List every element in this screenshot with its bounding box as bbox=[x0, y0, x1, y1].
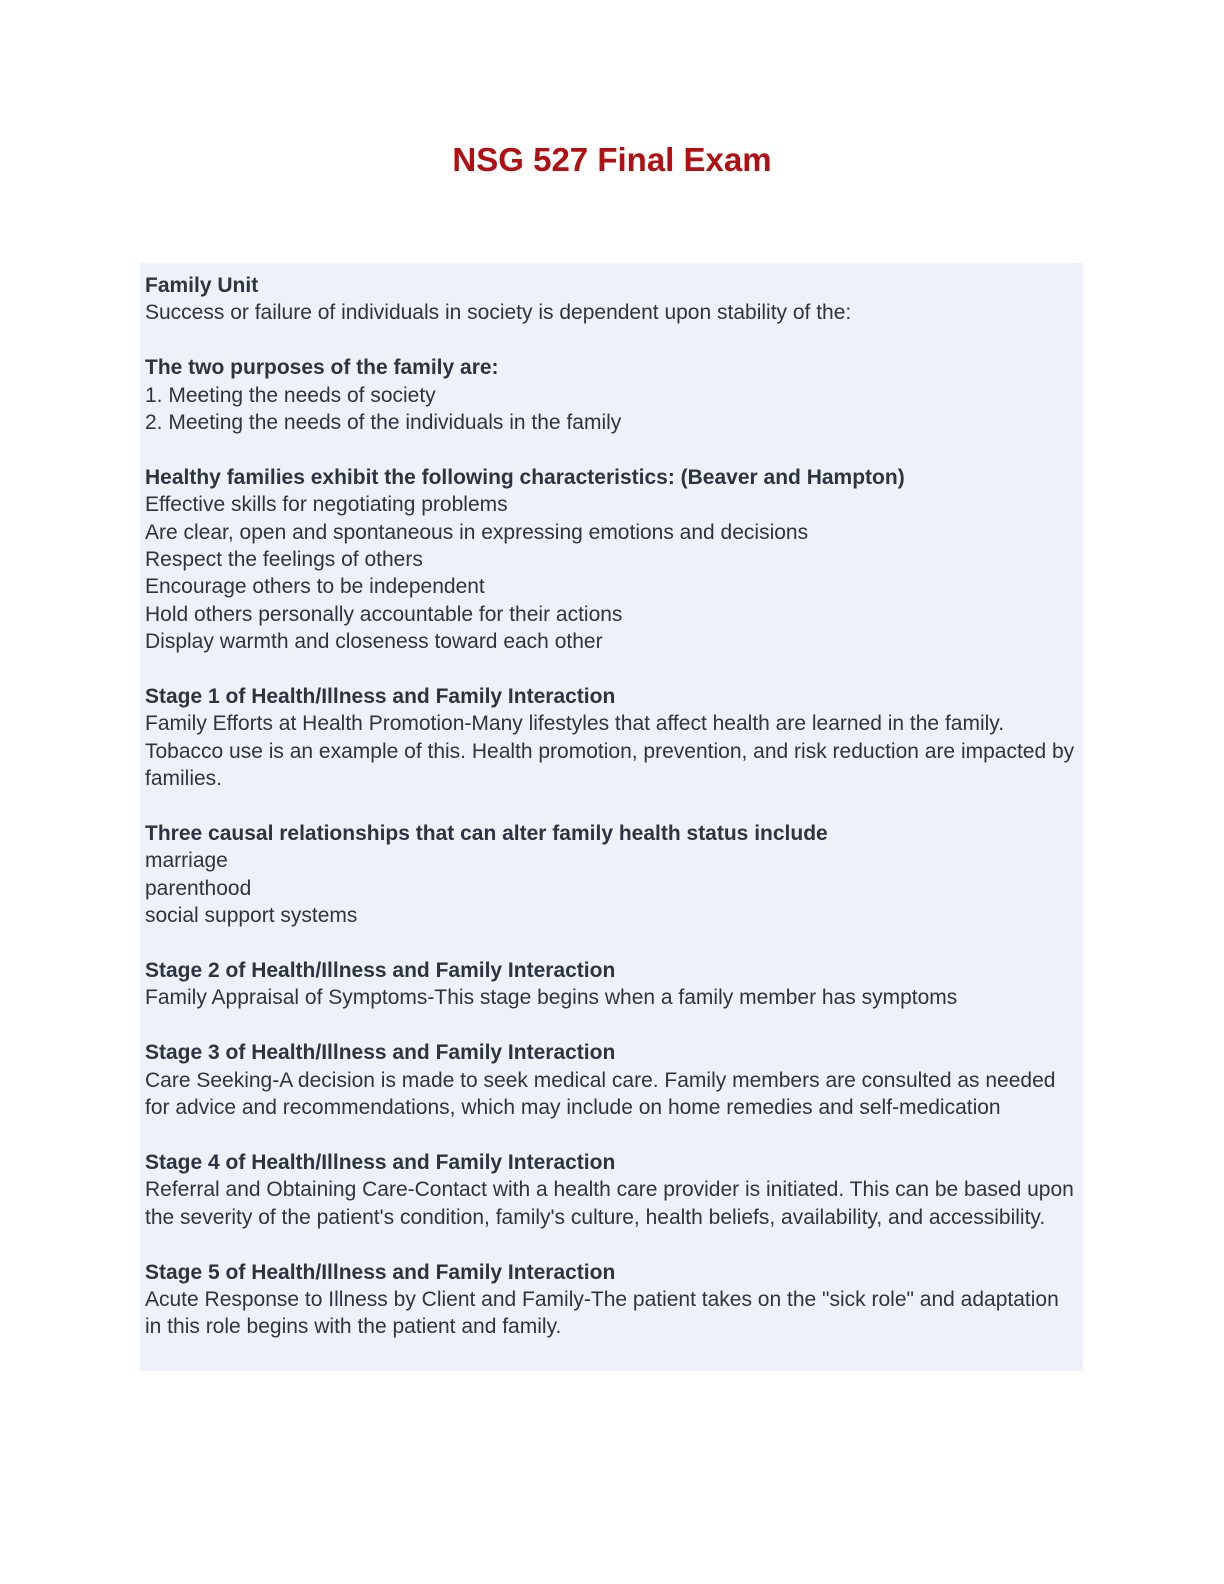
section-heading: Stage 3 of Health/Illness and Family Interaction bbox=[145, 1041, 616, 1065]
section-line: Care Seeking-A decision is made to seek medical care. Family members are consulted as needed for advice and recommendations, which may include on home remedies and self-medication bbox=[145, 1068, 1056, 1120]
section bbox=[145, 1149, 1078, 1231]
section bbox=[145, 272, 1078, 327]
section-line: Referral and Obtaining Care-Contact with a health care provider is initiated. This can be based upon the severity of the patient's condition, family's culture, health beliefs, availability, and accessibility. bbox=[145, 1178, 1074, 1229]
section-heading: Family Unit bbox=[145, 274, 259, 297]
section-line: Success or failure of individuals in society is dependent upon stability of the: bbox=[145, 301, 852, 325]
section-line: Encourage others to be independent bbox=[145, 575, 485, 599]
section-line: Family Efforts at Health Promotion-Many lifestyles that affect health are learned in the family. Tobacco use is an example of this. Health promotion, prevention, and risk reduction are impacted by families. bbox=[145, 712, 1075, 791]
section bbox=[145, 957, 1078, 1012]
section-line: social support systems bbox=[145, 904, 358, 928]
section-line: Acute Response to Illness by Client and Family-The patient takes on the "sick role" and adaptation in this role begins with the patient and family. bbox=[145, 1287, 1059, 1339]
section bbox=[145, 1259, 1078, 1341]
section bbox=[145, 683, 1078, 793]
section-line: 1. Meeting the needs of society bbox=[145, 383, 436, 407]
section-line: marriage bbox=[145, 849, 228, 873]
section-line: Are clear, open and spontaneous in expressing emotions and decisions bbox=[145, 520, 809, 544]
section-heading: Stage 2 of Health/Illness and Family Interaction bbox=[145, 959, 616, 983]
section bbox=[145, 1039, 1078, 1121]
section-line: 2. Meeting the needs of the individuals in the family bbox=[145, 411, 622, 435]
section bbox=[145, 354, 1078, 436]
section-heading: The two purposes of the family are: bbox=[145, 356, 499, 380]
section-line: Display warmth and closeness toward each other bbox=[145, 630, 603, 654]
section-heading: Stage 5 of Health/Illness and Family Interaction bbox=[145, 1260, 616, 1284]
section-heading: Stage 4 of Health/Illness and Family Interaction bbox=[145, 1150, 616, 1174]
section-line: Hold others personally accountable for their actions bbox=[145, 602, 623, 626]
section bbox=[145, 820, 1078, 930]
section-line: Respect the feelings of others bbox=[145, 548, 423, 572]
section bbox=[145, 464, 1078, 656]
content-block bbox=[140, 263, 1083, 1371]
section-heading: Stage 1 of Health/Illness and Family Interaction bbox=[145, 685, 616, 709]
section-line: Family Appraisal of Symptoms-This stage begins when a family member has symptoms bbox=[145, 986, 958, 1010]
section-line: Effective skills for negotiating problems bbox=[145, 493, 508, 517]
page-title: NSG 527 Final Exam bbox=[452, 141, 772, 178]
section-heading: Healthy families exhibit the following characteristics: (Beaver and Hampton) bbox=[145, 465, 905, 489]
section-line: parenthood bbox=[145, 876, 252, 900]
section-heading: Three causal relationships that can alter family health status include bbox=[145, 822, 828, 846]
